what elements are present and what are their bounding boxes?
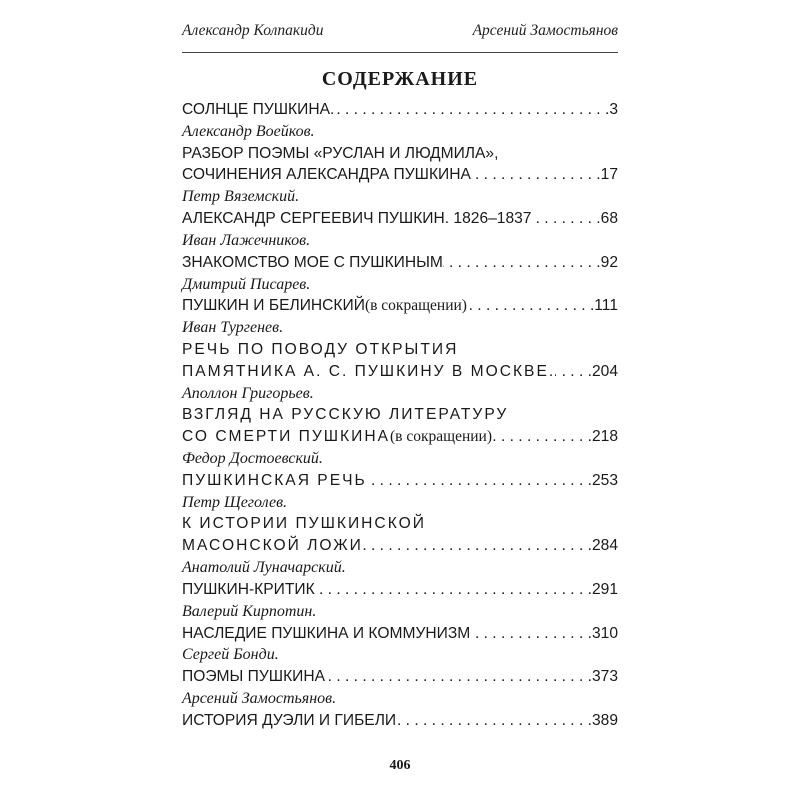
toc-entry-last-line (182, 295, 618, 317)
toc-entry[interactable] (182, 557, 618, 601)
toc-entry-title-line: НАСЛЕДИЕ ПУШКИНА И КОММУНИЗМ (182, 624, 471, 642)
toc-entry-page: 111 (594, 297, 618, 315)
toc-entry-last-line (182, 535, 618, 557)
toc-entry-author: Арсений Замостьянов. (182, 689, 337, 707)
dot-leader (555, 361, 592, 383)
toc-entry[interactable] (182, 121, 618, 186)
toc-entry[interactable] (182, 230, 618, 274)
toc-entry-author: Сергей Бонди. (182, 646, 279, 664)
table-of-contents (182, 99, 618, 732)
dot-leader (492, 426, 592, 448)
dot-leader (315, 579, 592, 601)
toc-entry-author: Аполлон Григорьев. (182, 384, 314, 402)
toc-entry-last-line (182, 361, 618, 383)
toc-entry-title-line: СОЛНЦЕ ПУШКИНА. (182, 101, 335, 118)
header-rule (182, 52, 618, 53)
toc-entry-author: Федор Достоевский. (182, 450, 323, 467)
toc-entry-last-line (182, 252, 618, 274)
header-author-right: Арсений Замостьянов (472, 22, 618, 39)
running-header (182, 22, 618, 40)
toc-entry-author: Иван Лажечников. (182, 231, 311, 249)
toc-entry-title-line: ВЗГЛЯД НА РУССКУЮ ЛИТЕРАТУРУ (182, 406, 509, 424)
toc-entry-author: Анатолий Луначарский. (182, 559, 346, 577)
toc-entry[interactable] (182, 601, 618, 645)
toc-entry-page: 291 (591, 580, 618, 598)
toc-entry-title-line: ПОЭМЫ ПУШКИНА (182, 668, 326, 686)
dot-leader (396, 710, 592, 732)
toc-entry-last-line (182, 623, 618, 645)
toc-entry-title-line: ЗНАКОМСТВО МОЕ С ПУШКИНЫМ (182, 253, 443, 271)
toc-entry-last-line (182, 666, 618, 688)
toc-entry-page: 373 (591, 668, 618, 686)
toc-entry-author: Петр Вяземский. (182, 188, 300, 206)
toc-entry-title-line: РЕЧЬ ПО ПОВОДУ ОТКРЫТИЯ (182, 340, 459, 358)
toc-entry-page: 92 (600, 253, 618, 271)
toc-entry-note: (в сокращении) (389, 428, 492, 446)
toc-entry-title-line: ИСТОРИЯ ДУЭЛИ И ГИБЕЛИ (182, 711, 397, 729)
toc-entry-title-line: К ИСТОРИИ ПУШКИНСКОЙ (182, 515, 426, 533)
toc-entry-title-line: ПУШКИН-КРИТИК (182, 580, 315, 598)
dot-leader (363, 535, 592, 557)
toc-entry-author: Петр Щеголев. (182, 493, 288, 511)
toc-entry[interactable] (182, 99, 618, 121)
toc-entry-page: 68 (600, 210, 618, 228)
toc-entry-note: (в сокращении) (364, 297, 467, 315)
toc-entry-page: 17 (600, 166, 618, 184)
toc-entry-page: 310 (591, 624, 618, 642)
toc-entry[interactable] (182, 274, 618, 318)
toc-entry-title-line: ПУШКИНСКАЯ РЕЧЬ (182, 471, 367, 489)
dot-leader (325, 666, 592, 688)
dot-leader (443, 252, 601, 274)
toc-entry[interactable] (182, 688, 618, 732)
dot-leader (467, 295, 594, 317)
dot-leader (531, 208, 600, 230)
toc-entry-title-line: ПУШКИН И БЕЛИНСКИЙ (182, 297, 365, 315)
dot-leader (334, 99, 609, 121)
toc-entry-title-line: МАСОНСКОЙ ЛОЖИ (182, 537, 363, 555)
toc-entry-last-line (182, 470, 618, 492)
toc-entry[interactable] (182, 644, 618, 688)
toc-entry-last-line (182, 99, 618, 121)
toc-entry-page: 3 (609, 101, 618, 118)
toc-entry[interactable] (182, 383, 618, 448)
toc-entry-page: 204 (591, 362, 618, 380)
toc-entry-title-line: СО СМЕРТИ ПУШКИНА (182, 428, 390, 446)
page-title: СОДЕРЖАНИЕ (321, 68, 479, 90)
toc-entry-title-line: АЛЕКСАНДР СЕРГЕЕВИЧ ПУШКИН. 1826–1837 (182, 210, 532, 228)
toc-entry-title-line: СОЧИНЕНИЯ АЛЕКСАНДРА ПУШКИНА (182, 166, 471, 184)
toc-entry-last-line (182, 579, 618, 601)
toc-entry-page: 253 (591, 471, 618, 489)
toc-entry-page: 284 (591, 537, 618, 555)
dot-leader (471, 164, 601, 186)
toc-entry[interactable] (182, 448, 618, 492)
toc-entry-page: 389 (591, 711, 618, 729)
toc-entry-page: 218 (591, 428, 618, 446)
toc-entry-author: Дмитрий Писарев. (182, 275, 311, 293)
toc-entry-author: Александр Воейков. (182, 122, 315, 140)
toc-entry-last-line (182, 164, 618, 186)
toc-entry[interactable] (182, 317, 618, 382)
toc-entry-author: Валерий Кирпотин. (182, 602, 317, 620)
toc-entry-last-line (182, 426, 618, 448)
toc-entry[interactable] (182, 186, 618, 230)
toc-entry-last-line (182, 208, 618, 230)
page-number: 406 (389, 758, 411, 773)
header-author-left: Александр Колпакиди (182, 22, 324, 39)
toc-entry-last-line (182, 710, 618, 732)
toc-entry-title-line: ПАМЯТНИКА А. С. ПУШКИНУ В МОСКВЕ. (182, 362, 556, 380)
toc-entry-author: Иван Тургенев. (182, 319, 284, 337)
toc-entry-title-line: РАЗБОР ПОЭМЫ «РУСЛАН И ЛЮДМИЛА», (182, 144, 499, 162)
dot-leader (470, 623, 592, 645)
toc-entry[interactable] (182, 492, 618, 557)
dot-leader (367, 470, 592, 492)
